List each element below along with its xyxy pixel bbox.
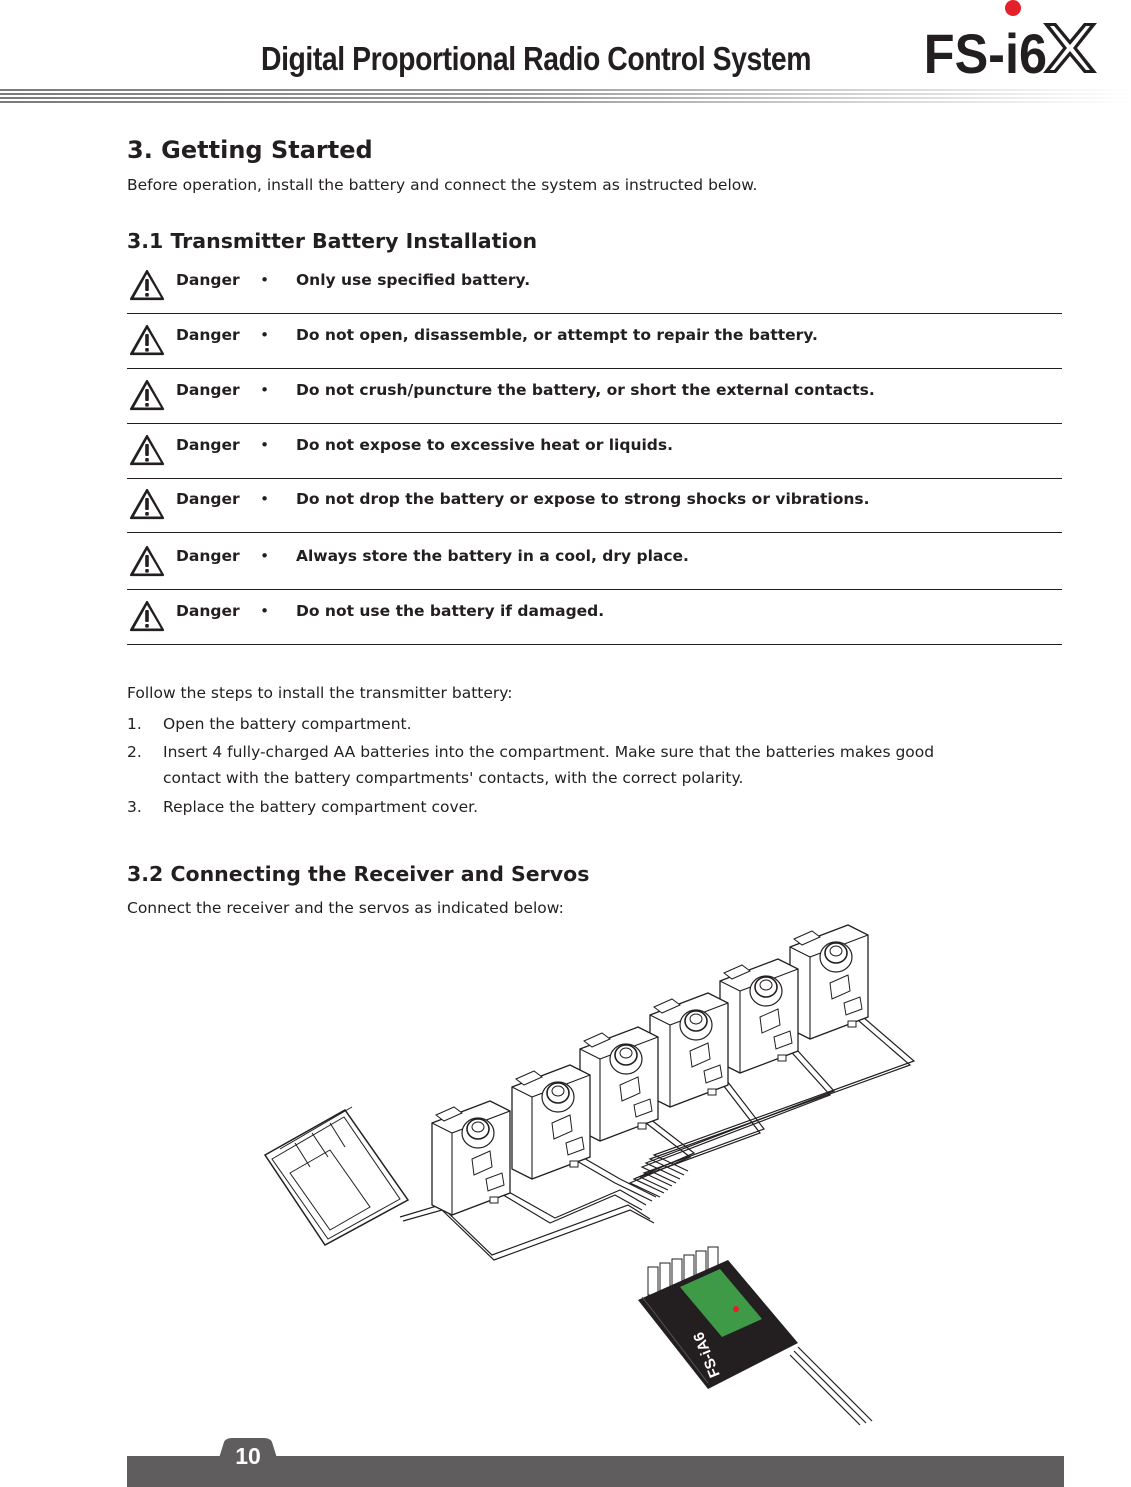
danger-warning-row: [127, 369, 1062, 424]
steps-intro-text: Follow the steps to install the transmitter battery:: [127, 684, 513, 702]
bullet: •: [260, 436, 270, 454]
bullet: •: [260, 547, 270, 565]
step-text-continued: contact with the battery compartments' contacts, with the correct polarity.: [163, 769, 744, 787]
warning-triangle-icon: [129, 544, 165, 578]
danger-warning-row: [127, 424, 1062, 479]
danger-text: Do not expose to excessive heat or liquids.: [296, 436, 674, 454]
step-text: Open the battery compartment.: [163, 715, 412, 733]
receiver-model-label: FS-iA6: [690, 1329, 724, 1380]
step-text: Replace the battery compartment cover.: [163, 798, 479, 816]
danger-label: Danger: [176, 436, 240, 454]
danger-warning-row: [127, 259, 1062, 314]
section-heading-battery-installation: 3.1 Transmitter Battery Installation: [127, 229, 538, 253]
connection-intro-text: Connect the receiver and the servos as indicated below:: [127, 899, 564, 917]
danger-label: Danger: [176, 547, 240, 565]
fs-i6x-logo: [922, 0, 1112, 80]
section-intro-text: Before operation, install the battery and connect the system as instructed below.: [127, 176, 758, 194]
danger-text: Do not crush/puncture the battery, or short the external contacts.: [296, 381, 875, 399]
danger-warning-row: [127, 478, 1062, 533]
step-number: 3.: [127, 798, 142, 816]
warning-triangle-icon: [129, 599, 165, 633]
svg-text:FS-i6: FS-i6: [923, 23, 1048, 80]
danger-label: Danger: [176, 490, 240, 508]
step-text: Insert 4 fully-charged AA batteries into the compartment. Make sure that the batteries makes good: [163, 743, 935, 761]
danger-label: Danger: [176, 326, 240, 344]
bullet: •: [260, 271, 270, 289]
warning-triangle-icon: [129, 323, 165, 357]
danger-warning-row: [127, 590, 1062, 645]
step-number: 1.: [127, 715, 142, 733]
warning-triangle-icon: [129, 268, 165, 302]
bullet: •: [260, 381, 270, 399]
bullet: •: [260, 490, 270, 508]
danger-text: Do not use the battery if damaged.: [296, 602, 605, 620]
page-number: 10: [235, 1443, 261, 1469]
danger-warning-row: [127, 535, 1062, 590]
danger-warning-row: [127, 314, 1062, 369]
header-divider: [0, 88, 1131, 104]
warning-triangle-icon: [129, 433, 165, 467]
bullet: •: [260, 602, 270, 620]
warning-triangle-icon: [129, 378, 165, 412]
bullet: •: [260, 326, 270, 344]
danger-text: Always store the battery in a cool, dry place.: [296, 547, 689, 565]
document-header-title: Digital Proportional Radio Control System: [261, 40, 812, 77]
step-number: 2.: [127, 743, 142, 761]
danger-label: Danger: [176, 602, 240, 620]
danger-label: Danger: [176, 271, 240, 289]
danger-text: Only use specified battery.: [296, 271, 531, 289]
danger-text: Do not drop the battery or expose to strong shocks or vibrations.: [296, 490, 870, 508]
section-heading-connecting-receiver: 3.2 Connecting the Receiver and Servos: [127, 862, 590, 886]
section-heading-getting-started: 3. Getting Started: [127, 136, 373, 164]
danger-text: Do not open, disassemble, or attempt to repair the battery.: [296, 326, 818, 344]
warning-triangle-icon: [129, 487, 165, 521]
receiver-servo-wiring-diagram: [250, 905, 930, 1445]
danger-label: Danger: [176, 381, 240, 399]
